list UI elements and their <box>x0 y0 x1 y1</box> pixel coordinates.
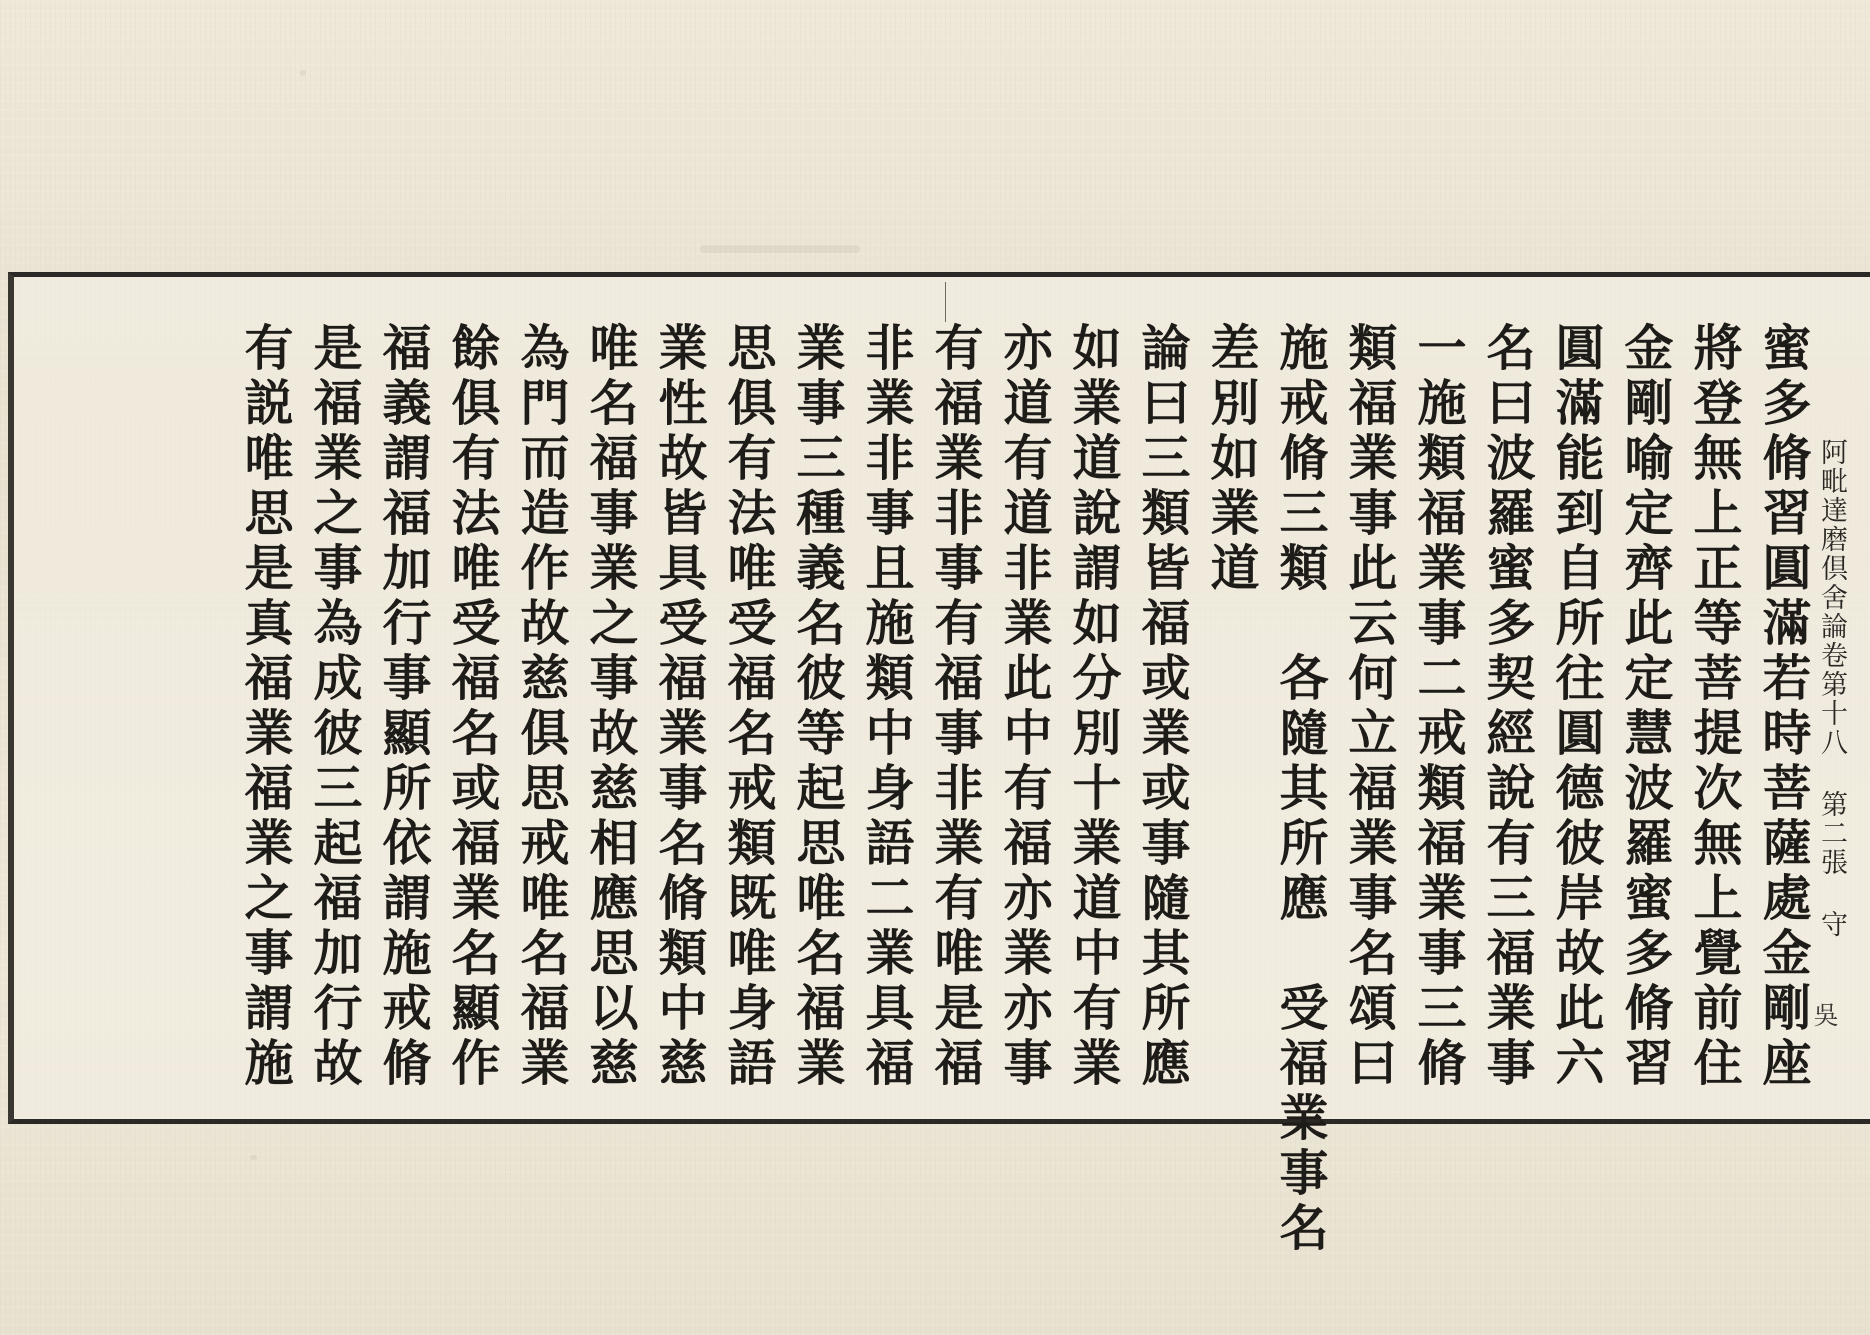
column-text: 為門而造作故慈俱思戒唯名福業 <box>513 322 571 1092</box>
text-columns <box>231 322 1818 1257</box>
column-text: 蜜多脩習圓滿若時菩薩處金剛座 <box>1755 322 1813 1092</box>
fold-crease <box>945 282 946 322</box>
column-text: 差別如業道 <box>1203 322 1261 597</box>
text-column <box>1473 322 1542 1092</box>
column-text: 施戒脩三類 各隨其所應 受福業事名 <box>1272 322 1330 1257</box>
column-text: 類福業事此云何立福業事名頌曰 <box>1341 322 1399 1092</box>
text-column <box>714 322 783 1092</box>
text-column <box>1542 322 1611 1092</box>
column-text: 有説唯思是真福業福業之事謂施 <box>237 322 295 1092</box>
text-column <box>1680 322 1749 1092</box>
marginal-header <box>1812 438 1852 939</box>
text-column <box>1404 322 1473 1092</box>
text-column <box>1611 322 1680 1092</box>
text-column <box>990 322 1059 1092</box>
column-text: 論曰三類皆福或業或事隨其所應 <box>1134 322 1192 1092</box>
paper-stain <box>300 70 306 76</box>
marginal-footer-text: 吳 <box>1810 1002 1839 1027</box>
text-column <box>300 322 369 1092</box>
column-text: 唯名福事業之事故慈相應思以慈 <box>582 322 640 1092</box>
text-column <box>1749 322 1818 1092</box>
text-column <box>852 322 921 1092</box>
text-column <box>783 322 852 1092</box>
text-column <box>438 322 507 1092</box>
verse-column <box>1197 322 1266 1082</box>
text-column <box>645 322 714 1092</box>
verse-column <box>1266 322 1335 1257</box>
column-text: 名曰波羅蜜多契經說有三福業事 <box>1479 322 1537 1092</box>
column-text: 亦道有道非業此中有福亦業亦事 <box>996 322 1054 1092</box>
column-text: 金剛喻定齊此定慧波羅蜜多脩習 <box>1617 322 1675 1092</box>
column-text: 是福業之事為成彼三起福加行故 <box>306 322 364 1092</box>
paper-stain <box>250 1155 257 1160</box>
column-text: 思俱有法唯受福名戒類既唯身語 <box>720 322 778 1092</box>
text-column <box>369 322 438 1092</box>
text-column <box>231 322 300 1092</box>
column-text: 業事三種義名彼等起思唯名福業 <box>789 322 847 1092</box>
column-text: 一施類福業事二戒類福業事三脩 <box>1410 322 1468 1092</box>
column-text: 非業非事且施類中身語二業具福 <box>858 322 916 1092</box>
column-text: 福義謂福加行事顯所依謂施戒脩 <box>375 322 433 1092</box>
column-text: 餘俱有法唯受福名或福業名顯作 <box>444 322 502 1092</box>
column-text: 如業道說謂如分別十業道中有業 <box>1065 322 1123 1092</box>
text-column <box>1128 322 1197 1092</box>
column-text: 業性故皆具受福業事名脩類中慈 <box>651 322 709 1092</box>
text-column <box>507 322 576 1092</box>
text-column <box>1059 322 1128 1092</box>
text-column <box>921 322 990 1092</box>
text-column <box>576 322 645 1092</box>
marginal-header-text: 阿毗達磨倶舍論卷第十八 第二張 守 <box>1816 438 1847 939</box>
paper-stain <box>700 245 860 253</box>
column-text: 有福業非事有福事非業有唯是福 <box>927 322 985 1092</box>
column-text: 圓滿能到自所往圓德彼岸故此六 <box>1548 322 1606 1092</box>
text-column <box>1335 322 1404 1092</box>
column-text: 將登無上正等菩提次無上覺前住 <box>1686 322 1744 1092</box>
